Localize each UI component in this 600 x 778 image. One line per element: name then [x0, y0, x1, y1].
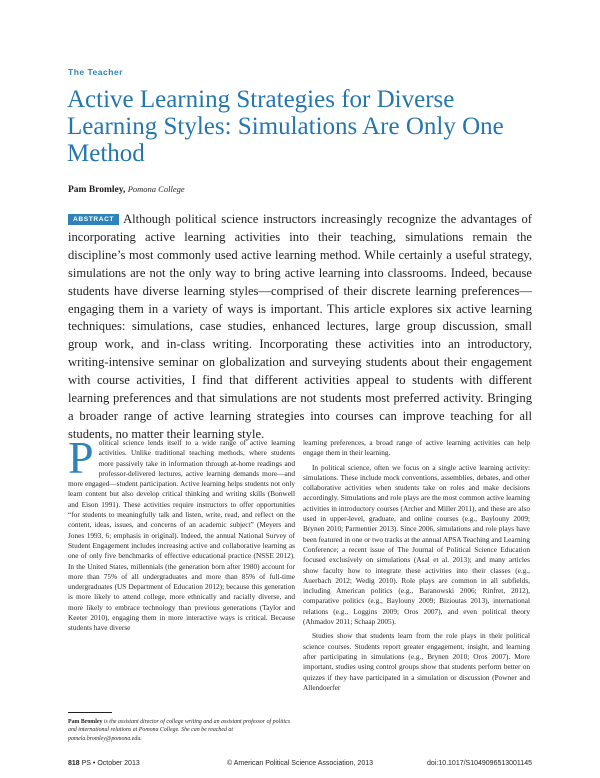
body-column-right [303, 438, 530, 693]
author-name: Pam Bromley, [68, 185, 126, 195]
section-label: The Teacher [68, 67, 123, 77]
right-paragraph-1: learning preferences, a broad range of active learning activities can help engage them in their learning. [303, 438, 530, 458]
author-affiliation: Pomona College [127, 184, 185, 194]
author-line [68, 184, 185, 195]
left-paragraph-1 [68, 432, 295, 634]
copyright: © American Political Science Association, 2013 [226, 760, 373, 767]
footnote-author-name: Pam Bromley [68, 719, 103, 725]
page-footer [68, 760, 532, 770]
abstract [68, 211, 532, 444]
right-paragraph-3: Studies show that students learn from the role plays in their political science courses. Students report greater engagement, insight, and learning after participating in simulations (e.g., Brynen 2010; Oros 2007). More important, studies using control groups show that students perform better on quizzes if they have participated in a simulation or discussion (Powner and Allendoerfer [303, 631, 530, 692]
footnote-divider [68, 712, 112, 713]
footnote-text: is the assistant director of college writing and an assistant professor of politics and international relations at Pomona College. She can be reached at pamela.bromley@pomona.edu. [68, 719, 291, 742]
drop-cap: P [68, 432, 94, 483]
abstract-text: Although political science instructors increasingly recognize the advantages of incorporating active learning activities into their teaching, simulations remain the discipline’s most commonly used active learning method. While certainly a useful strategy, simulations are not the only way to bring active learning into classrooms. Indeed, because students have diverse learning styles—comprised of their discrete learning preferences—engaging them in a variety of ways is important. This article explores six active learning techniques: simulations, case studies, enhanced lectures, large group discussion, small group work, and in-class writing. Incorporating these activities into an introductory, writing-intensive seminar on globalization and surveying students about their engagement with course activities, I find that different activities appeal to students with different learning preferences and that simulations are not students most preferred activity. Bringing a broader range of active learning strategies into courses can improve teaching for all students, no matter their learning style. [68, 212, 532, 441]
left-paragraph-1-text: olitical science lends itself to a wide range of active learning activities. Unlike traditional teaching methods, where students more passively take in information through at-home readings and professor-delivered lectures, active learning demands more—and more engaged—student participation. Active learning helps students not only learn content but also develop critical thinking and writing skills (Bonwell and Eison 1991). These activities require instructors to offer opportunities “for students to meaningfully talk and listen, write, read, and reflect on the content, ideas, issues, and concerns of an academic subject” (Meyers and Jones 1993, 6; emphasis in original). Indeed, the annual National Survey of Student Engagement includes increasing active and collaborative learning as one of only five benchmarks of effective educational practice (NSSE 2012). In the United States, millennials (the generation born after 1980) account for more than 75% of all undergraduates and more than 85% of full-time undergraduates (US Department of Education 2012); because this generation is more likely to attend college, more ethnically and racially diverse, and more likely to embrace technology than previous generations (Taylor and Keeter 2010), engaging them in more interactive ways is critical. Because students have diverse [68, 438, 295, 633]
right-paragraph-2: In political science, often we focus on a single active learning activity: simulations. These include mock conventions, assemblies, debates, and other collaborative activities when students take on roles and make decisions accordingly. Simulations and role plays are the most common active learning activities in introductory courses (Archer and Miller 2011), and these are also used in upper-level, graduate, and online courses (e.g., Baylouny 2009; Brynen 2010; Parmentier 2013). Since 2006, simulations and role plays have been featured in one or two tracks at the annual APSA Teaching and Learning Conference; a recent issue of The Journal of Political Science Education focused exclusively on simulations (Asal et al. 2013); and many articles show faculty how to integrate these activities into their classes (e.g., Auerbach 2012; Wedig 2010). Role plays are common in all subfields, including American politics (e.g., Baranowski 2006; Rinfret, 2012), comparative politics (e.g., Baylouny 2009; Bizioutas 2013), international relations (e.g., Loggins 2009; Oros 2007), and even political theory (Ahmadov 2011; Schaap 2005). [303, 462, 530, 627]
body-column-left [68, 432, 295, 634]
article-title: Active Learning Strategies for Diverse Learning Styles: Simulations Are Only One Method [67, 86, 504, 167]
doi: doi:10.1017/S1049096513001145 [427, 760, 532, 767]
abstract-badge: ABSTRACT [68, 214, 119, 225]
author-footnote [68, 718, 295, 743]
journal-info: PS • October 2013 [81, 760, 140, 767]
page-number: 818 [68, 760, 80, 767]
